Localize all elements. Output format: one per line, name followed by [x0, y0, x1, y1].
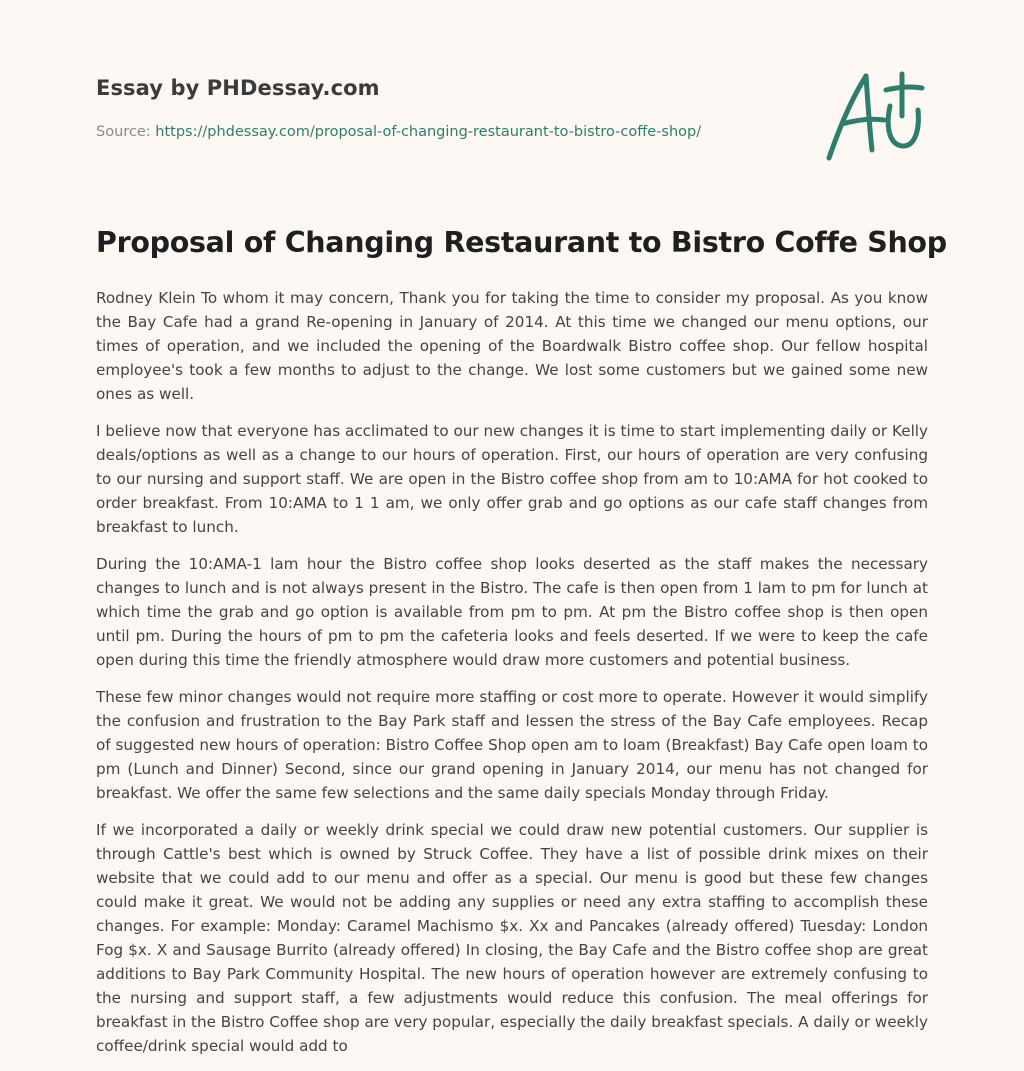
- paragraph: These few minor changes would not require more staffing or cost more to operate. However it would simplify the confusion and frustration to the Bay Park staff and lessen the stress of the Bay Cafe employees. Recap of suggested new hours of operation: Bistro Coffee Shop open am to loam (Breakfast) Bay Cafe open loam to pm (Lunch and Dinner) Second, since our grand opening in January 2014, our menu has not changed for breakfast. We offer the same few selections and the same daily specials Monday through Friday.: [96, 688, 928, 802]
- source-label: Source:: [96, 124, 156, 140]
- paragraph: During the 10:AMA-1 lam hour the Bistro coffee shop looks deserted as the staff makes the necessary changes to lunch and is not always present in the Bistro. The cafe is then open from 1 lam to pm for lunch at which time the grab and go option is available from pm to pm. At pm the Bistro coffee shop is then open until pm. During the hours of pm to pm the cafeteria looks and feels deserted. If we were to keep the cafe open during this time the friendly atmosphere would draw more customers and potential business.: [96, 555, 928, 669]
- site-brand: Essay by PHDessay.com: [96, 76, 380, 100]
- source-link[interactable]: https://phdessay.com/proposal-of-changing-restaurant-to-bistro-coffe-shop/: [155, 124, 702, 140]
- paragraph: I believe now that everyone has acclimated to our new changes it is time to start implementing daily or Kelly deals/options as well as a change to our hours of operation. First, our hours of operation are very confusing to our nursing and support staff. We are open in the Bistro coffee shop from am to 10:AMA for hot cooked to order breakfast. From 10:AMA to 1 1 am, we only offer grab and go options as our cafe staff changes from breakfast to lunch.: [96, 422, 928, 536]
- a-plus-logo-icon: [822, 66, 930, 166]
- source-line: [96, 124, 701, 140]
- paragraph: Rodney Klein To whom it may concern, Thank you for taking the time to consider my proposal. As you know the Bay Cafe had a grand Re-opening in January of 2014. At this time we changed our menu options, our times of operation, and we included the opening of the Boardwalk Bistro coffee shop. Our fellow hospital employee's took a few months to adjust to the change. We lost some customers but we gained some new ones as well.: [96, 289, 928, 403]
- document-title: Proposal of Changing Restaurant to Bistro Coffe Shop: [96, 226, 947, 259]
- paragraph: If we incorporated a daily or weekly drink special we could draw new potential customers. Our supplier is through Cattle's best which is owned by Struck Coffee. They have a list of possible drink mixes on their website that we could add to our menu and offer as a special. Our menu is good but these few changes could make it great. We would not be adding any supplies or need any extra staffing to accomplish these changes. For example: Monday: Caramel Machismo $x. Xx and Pancakes (already offered) Tuesday: London Fog $x. X and Sausage Burrito (already offered) In closing, the Bay Cafe and the Bistro coffee shop are great additions to Bay Park Community Hospital. The new hours of operation however are extremely confusing to the nursing and support staff, a few adjustments would reduce this confusion. The meal offerings for breakfast in the Bistro Coffee shop are very popular, especially the daily breakfast specials. A daily or weekly coffee/drink special would add to: [96, 821, 929, 1055]
- document-body: [96, 286, 928, 1071]
